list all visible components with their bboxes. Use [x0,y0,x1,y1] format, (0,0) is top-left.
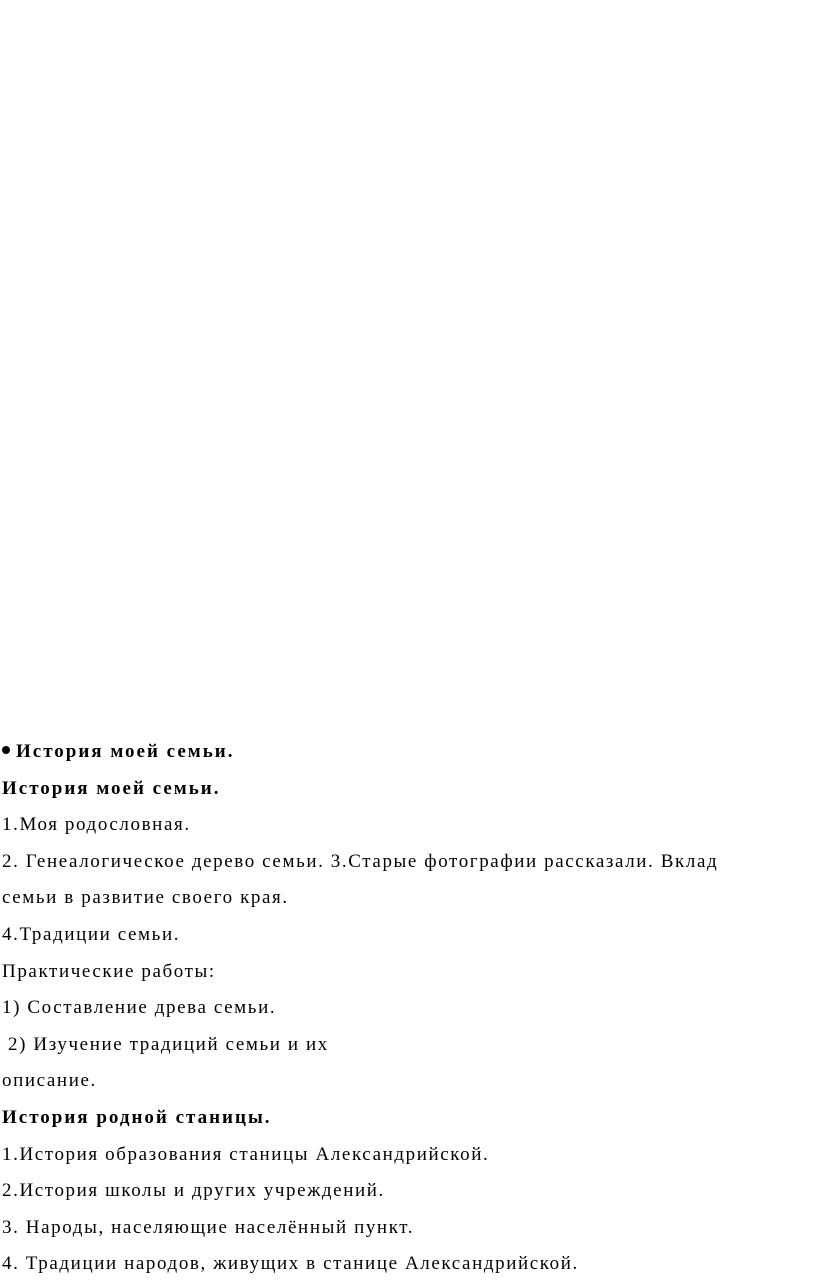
section-heading: История моей семьи. [2,777,221,799]
list-item: 1.История образования станицы Александрийской. [2,1143,490,1165]
heading-text: История моей семьи. [16,741,235,762]
list-item: 2.История школы и других учреждений. [2,1180,385,1202]
list-item: 3. Народы, населяющие населённый пункт. [2,1216,415,1238]
list-item: 2) Изучение традиций семьи и их [8,1033,329,1055]
list-item: 1) Составление древа семьи. [2,997,277,1019]
list-item-continuation: описание. [2,1070,97,1092]
list-item: 1.Моя родословная. [2,814,191,836]
bullet-icon [2,746,10,754]
list-item: 4. Традиции народов, живущих в станице Александрийской. [2,1253,579,1275]
list-item-continuation: семьи в развитие своего края. [2,887,289,909]
document-body [0,734,816,1283]
list-item: 2. Генеалогическое дерево семьи. 3.Старые фотографии рассказали. Вклад [2,850,719,872]
section-heading-bullet [0,734,816,771]
list-item: 4.Традиции семьи. [2,923,181,945]
subheading: Практические работы: [2,960,216,982]
section-heading: История родной станицы. [2,1106,272,1128]
